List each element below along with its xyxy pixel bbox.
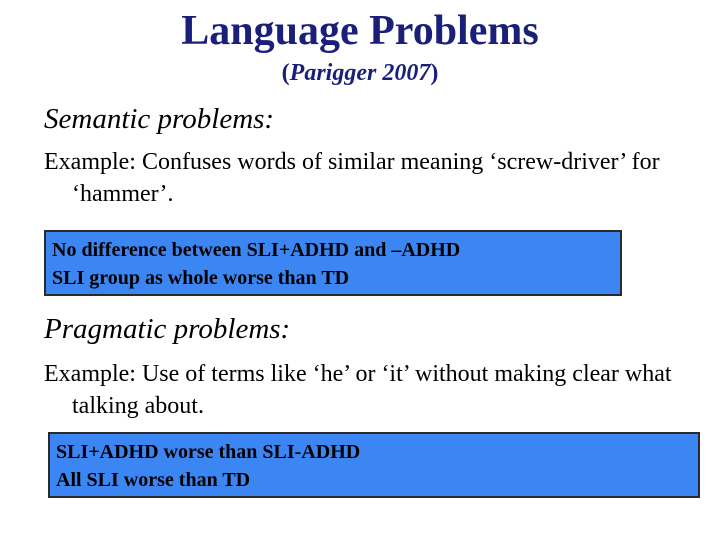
pragmatic-finding-line: All SLI worse than TD [56, 469, 251, 491]
pragmatic-findings-box [48, 432, 700, 498]
subtitle-citation: Parigger 2007 [289, 60, 431, 86]
semantic-finding-line: SLI group as whole worse than TD [52, 267, 350, 289]
page-title: Language Problems [181, 8, 539, 54]
pragmatic-heading: Pragmatic problems: [44, 313, 291, 345]
semantic-finding-line: No difference between SLI+ADHD and –ADHD [52, 239, 461, 261]
subtitle-close-paren: ) [430, 60, 439, 86]
pragmatic-example: Example: Use of terms like ‘he’ or ‘it’ without making clear what talking about. [44, 361, 672, 419]
pragmatic-finding-line: SLI+ADHD worse than SLI-ADHD [56, 441, 361, 463]
page-subtitle [0, 58, 720, 88]
subtitle-open-paren: ( [281, 60, 290, 86]
semantic-findings-box [44, 230, 622, 296]
semantic-example: Example: Confuses words of similar meaning ‘screw-driver’ for ‘hammer’. [44, 149, 660, 207]
semantic-heading: Semantic problems: [44, 103, 275, 135]
